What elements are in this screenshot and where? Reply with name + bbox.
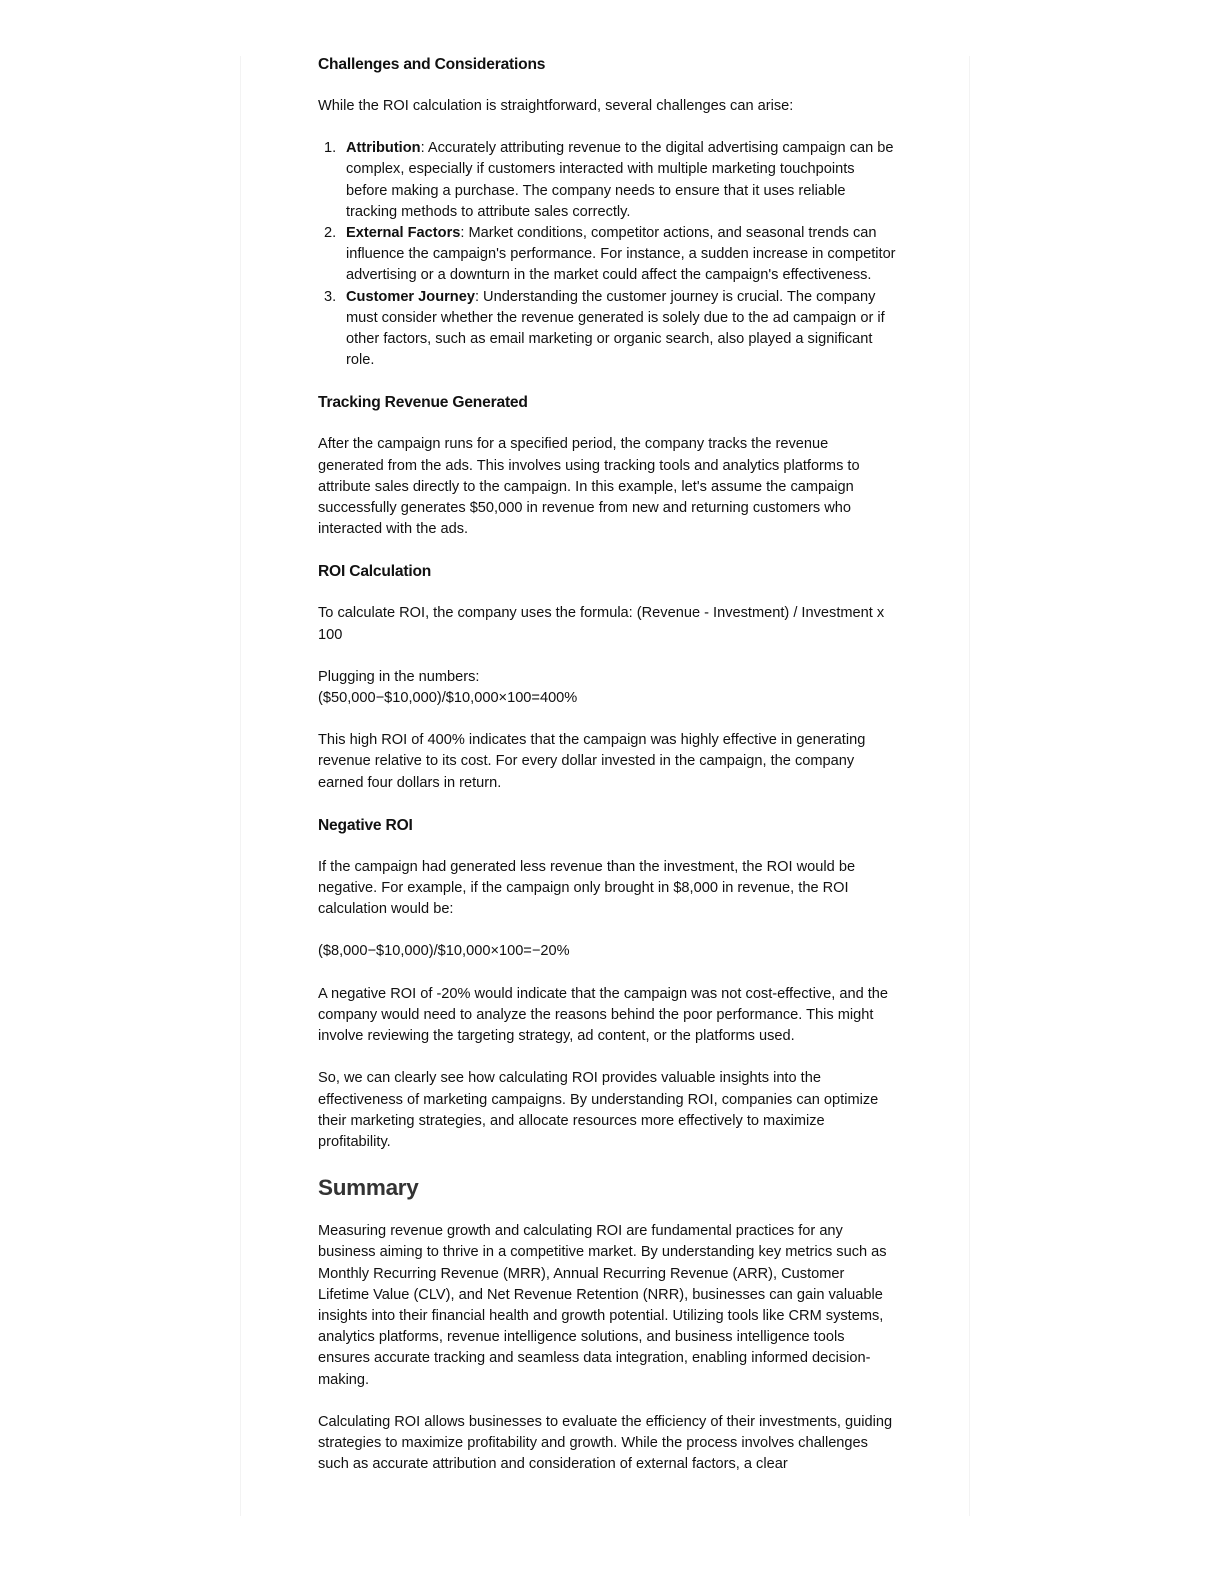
roi-plug-formula: ($50,000−$10,000)/$10,000×100=400% xyxy=(318,690,578,707)
roi-plug-label: Plugging in the numbers: xyxy=(318,668,480,685)
list-item-number: 1. xyxy=(324,140,337,157)
challenges-heading: Challenges and Considerations xyxy=(318,56,546,73)
roi-calculation-heading: ROI Calculation xyxy=(318,563,432,581)
list-item-term: External Factors xyxy=(346,225,461,242)
list-item xyxy=(318,287,898,372)
list-item-text: : Understanding the customer journey is crucial. The company must consider whether the revenue generated is solely due to the ad campaign or if other factors, such as email marketing or organic search, also played a significant role. xyxy=(346,288,885,369)
roi-plug-block xyxy=(318,667,898,709)
list-item xyxy=(318,223,898,287)
list-item-term: Customer Journey xyxy=(346,288,475,305)
list-item-text: : Accurately attributing revenue to the digital advertising campaign can be complex, especially if customers interacted with multiple marketing touchpoints before making a purchase. The company needs to ensure that it uses reliable tracking methods to attribute sales correctly. xyxy=(346,140,894,220)
list-item-number: 2. xyxy=(324,225,337,242)
document-content xyxy=(318,54,898,1496)
summary-para-2: Calculating ROI allows businesses to evaluate the efficiency of their investments, guiding strategies to maximize profitability and growth. While the process involves challenges such as accurate attribution and consideration of external factors, a clear xyxy=(318,1413,893,1473)
list-item xyxy=(318,138,898,223)
summary-heading: Summary xyxy=(318,1175,419,1201)
negative-roi-heading: Negative ROI xyxy=(318,816,413,834)
list-item-text: : Market conditions, competitor actions, and seasonal trends can influence the campaign's performance. For instance, a sudden increase in competitor advertising or a downturn in the market could affect the campaign's effectiveness. xyxy=(346,225,896,284)
negative-roi-text: If the campaign had generated less revenue than the investment, the ROI would be negative. For example, if the campaign only brought in $8,000 in revenue, the ROI calculation would be: xyxy=(318,858,856,918)
list-item-term: Attribution xyxy=(346,140,421,157)
roi-result-text: This high ROI of 400% indicates that the campaign was highly effective in generating revenue relative to its cost. For every dollar invested in the campaign, the company earned four dollars in return. xyxy=(318,732,866,791)
challenges-list xyxy=(318,138,898,371)
negative-roi-closing: So, we can clearly see how calculating ROI provides valuable insights into the effectiveness of marketing campaigns. By understanding ROI, companies can optimize their marketing strategies, and allocate resources more effectively to maximize profitability. xyxy=(318,1070,879,1150)
summary-para-1: Measuring revenue growth and calculating ROI are fundamental practices for any business aiming to thrive in a competitive market. By understanding key metrics such as Monthly Recurring Revenue (MRR), Annual Recurring Revenue (ARR), Customer Lifetime Value (CLV), and Net Revenue Retention (NRR), businesses can gain valuable insights into their financial health and growth potential. Utilizing tools like CRM systems, analytics platforms, revenue intelligence solutions, and business intelligence tools ensures accurate tracking and seamless data integration, enabling informed decision-making. xyxy=(318,1223,887,1388)
tracking-text: After the campaign runs for a specified period, the company tracks the revenue generated from the ads. This involves using tracking tools and analytics platforms to attribute sales directly to the campaign. In this example, let's assume the campaign successfully generates $50,000 in revenue from new and returning customers who interacted with the ads. xyxy=(318,436,860,538)
tracking-heading: Tracking Revenue Generated xyxy=(318,394,528,412)
list-item-number: 3. xyxy=(324,288,337,305)
challenges-intro: While the ROI calculation is straightforward, several challenges can arise: xyxy=(318,98,794,114)
negative-roi-formula: ($8,000−$10,000)/$10,000×100=−20% xyxy=(318,943,570,960)
roi-formula-text: To calculate ROI, the company uses the formula: (Revenue - Investment) / Investment x 100 xyxy=(318,605,885,643)
negative-roi-result: A negative ROI of -20% would indicate that the campaign was not cost-effective, and the company would need to analyze the reasons behind the poor performance. This might involve reviewing the targeting strategy, ad content, or the platforms used. xyxy=(318,985,889,1045)
